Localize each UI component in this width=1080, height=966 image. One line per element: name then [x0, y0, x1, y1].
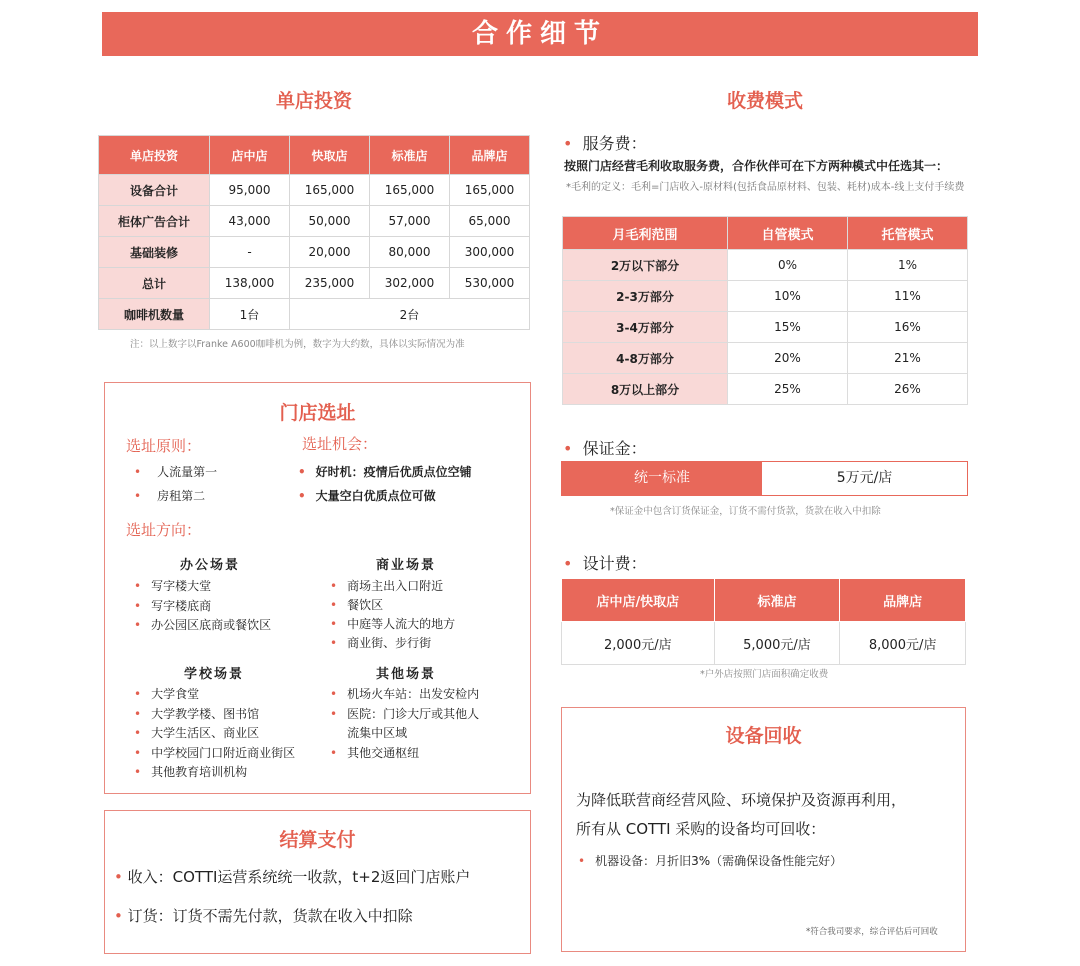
other-scene-title: 其他场景 [376, 667, 437, 682]
table-header: 月毛利范围 [563, 217, 728, 250]
list-item: • 大学食堂 [134, 687, 200, 701]
table-row: 4-8万部分 20% 21% [563, 343, 968, 374]
list-item: • 商场主出入口附近 [330, 579, 444, 593]
list-item: 流集中区域 [347, 726, 408, 740]
list-item: • 其他教育培训机构 [134, 765, 248, 779]
service-desc: 按照门店经营毛利收取服务费，合作伙伴可在下方两种模式中任选其一： [564, 159, 949, 173]
list-item: • 办公园区底商或餐饮区 [134, 618, 272, 632]
table-header: 自管模式 [728, 217, 848, 250]
principle-title: 选址原则： [126, 437, 202, 455]
settlement-title: 结算支付 [279, 829, 356, 851]
table-header: 快取店 [290, 136, 370, 175]
table-header: 单店投资 [99, 136, 210, 175]
table-row: 咖啡机数量 1台 2台 [99, 299, 530, 330]
list-item: • 大量空白优质点位可做 [298, 489, 436, 503]
investment-note: 注：以上数字以Franke A600咖啡机为例，数字为大约数，具体以实际情况为准 [130, 339, 465, 350]
list-item: • 大学生活区、商业区 [134, 726, 260, 740]
site-title: 门店选址 [279, 402, 356, 424]
recycle-title: 设备回收 [725, 725, 802, 747]
school-scene-title: 学校场景 [184, 667, 245, 682]
table-row: 设备合计 95,000 165,000 165,000 165,000 [99, 175, 530, 206]
service-note: *毛利的定义：毛利=门店收入-原材料(包括食品原材料、包装、耗材)成本-线上支付手续费 [566, 182, 965, 193]
table-header: 托管模式 [848, 217, 968, 250]
list-item: • 餐饮区 [330, 598, 384, 612]
list-item: • 中学校园门口附近商业街区 [134, 745, 296, 760]
fees-title: 收费模式 [726, 90, 803, 112]
table-row: 2万以下部分 0% 1% [563, 250, 968, 281]
office-scene-title: 办公场景 [180, 558, 241, 573]
service-label: • 服务费： [563, 134, 647, 153]
list-item: • 写字楼大堂 [134, 579, 212, 593]
deposit-standard: 统一标准 [562, 462, 762, 495]
list-item: • 机场火车站：出发安检内 [330, 687, 480, 701]
table-header: 标准店 [714, 579, 840, 622]
table-header: 店中店/快取店 [562, 579, 715, 622]
table-row: 2-3万部分 10% 11% [563, 281, 968, 312]
design-fee-table [561, 578, 966, 665]
list-item: • 其他交通枢纽 [330, 745, 420, 760]
other-list [330, 685, 479, 763]
investment-title: 单店投资 [275, 90, 352, 112]
recycle-note: *符合我司要求，综合评估后可回收 [806, 927, 938, 937]
table-row: 基础装修 - 20,000 80,000 300,000 [99, 237, 530, 268]
list-item: • 好时机：疫情后优质点位空铺 [298, 465, 472, 479]
list-item: • 人流量第一 [134, 465, 218, 479]
deposit-label: • 保证金： [563, 439, 647, 458]
table-row: 3-4万部分 15% 16% [563, 312, 968, 343]
design-label: • 设计费： [563, 554, 647, 573]
order-line: • 订货：订货不需先付款，货款在收入中扣除 [114, 907, 413, 925]
business-list [330, 577, 455, 653]
table-header: 品牌店 [840, 579, 966, 622]
list-item: • 写字楼底商 [134, 598, 212, 613]
chance-title: 选址机会： [302, 435, 378, 453]
recycle-desc1: 为降低联营商经营风险、环境保护及资源再利用， [576, 791, 907, 809]
table-header: 标准店 [370, 136, 450, 175]
deposit-box [561, 461, 968, 496]
table-row: 总计 138,000 235,000 302,000 530,000 [99, 268, 530, 299]
table-row: 8万以上部分 25% 26% [563, 374, 968, 405]
list-item: • 医院：门诊大厅或其他人 [330, 706, 480, 721]
business-scene-title: 商业场景 [376, 558, 437, 573]
list-item: • 中庭等人流大的地方 [330, 617, 456, 631]
recycle-desc2: 所有从 COTTI 采购的设备均可回收： [576, 820, 826, 838]
deposit-note: *保证金中包含订货保证金，订货不需付货款，货款在收入中扣除 [610, 506, 881, 517]
list-item: • 大学教学楼、图书馆 [134, 706, 260, 721]
page-banner: 合作细节 [102, 12, 978, 56]
service-fee-table [562, 216, 968, 405]
list-item: • 商业街、步行街 [330, 636, 432, 650]
list-item: • 房租第二 [134, 489, 206, 503]
direction-title: 选址方向： [126, 521, 202, 539]
income-line: • 收入：COTTI运营系统统一收款，t+2返回门店账户 [114, 868, 471, 886]
table-header: 品牌店 [450, 136, 530, 175]
design-note: *户外店按照门店面积确定收费 [700, 669, 829, 680]
school-list [134, 685, 295, 783]
table-header: 店中店 [210, 136, 290, 175]
recycle-item: • 机器设备：月折旧3%（需确保设备性能完好） [578, 854, 843, 868]
table-row: 柜体广告合计 43,000 50,000 57,000 65,000 [99, 206, 530, 237]
deposit-value: 5万元/店 [836, 470, 893, 486]
office-list [134, 577, 271, 636]
investment-table [98, 135, 530, 330]
table-row: 2,000元/店 5,000元/店 8,000元/店 [562, 622, 966, 665]
